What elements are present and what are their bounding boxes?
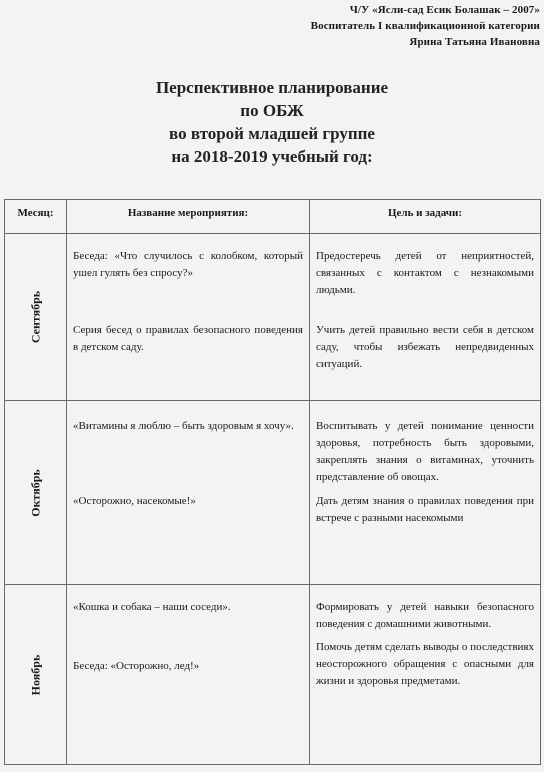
title-line-3: во второй младшей группе xyxy=(169,124,375,143)
event-name: «Кошка и собака – наши соседи». xyxy=(73,601,231,613)
event-cell xyxy=(67,401,310,585)
column-header-month: Месяц: xyxy=(5,200,67,234)
month-label: Сентябрь xyxy=(28,290,42,344)
goal-cell xyxy=(310,401,541,585)
goal-cell xyxy=(310,585,541,765)
event-cell xyxy=(67,585,310,765)
event-name: Серия бесед о правилах безопасного поведения в детском саду. xyxy=(73,324,303,353)
month-label: Октябрь xyxy=(28,468,42,517)
goal-cell xyxy=(310,234,541,401)
header-institution: Ч/У «Ясли-сад Есик Болашак – 2007» xyxy=(349,4,540,16)
document-header xyxy=(311,2,540,50)
title-line-4: на 2018-2019 учебный год: xyxy=(171,147,373,166)
month-label: Ноябрь xyxy=(28,654,42,695)
header-author: Ярина Татьяна Ивановна xyxy=(409,36,540,48)
plan-table xyxy=(4,199,541,765)
event-goal: Воспитывать у детей понимание ценности здоровья, потребность быть здоровыми, закреплять знания о витаминах, уточнить представление об овощах. xyxy=(316,420,534,483)
event-goal: Дать детям знания о правилах поведения при встрече с разными насекомыми xyxy=(316,495,534,524)
table-header-row xyxy=(5,200,541,234)
column-header-goal: Цель и задачи: xyxy=(310,200,541,234)
month-cell xyxy=(5,401,67,585)
event-goal: Предостеречь детей от неприятностей, связанных с контактом с незнакомыми людьми. xyxy=(316,250,534,296)
column-header-event: Название мероприятия: xyxy=(67,200,310,234)
title-line-1: Перспективное планирование xyxy=(155,78,389,97)
event-cell xyxy=(67,234,310,401)
event-goal: Формировать у детей навыки безопасного поведения с домашними животными. xyxy=(316,601,534,630)
table-row-september xyxy=(5,234,541,401)
table-row-october xyxy=(5,401,541,585)
month-cell xyxy=(5,585,67,765)
table-row-november xyxy=(5,585,541,765)
event-goal: Учить детей правильно вести себя в детском саду, чтобы избежать непредвиденных ситуаций. xyxy=(316,324,534,370)
document-title xyxy=(0,76,544,168)
title-line-2: по ОБЖ xyxy=(240,101,304,120)
event-name: «Осторожно, насекомые!» xyxy=(73,495,196,507)
event-name: «Витамины я люблю – быть здоровым я хочу». xyxy=(73,420,294,432)
event-goal: Помочь детям сделать выводы о последствиях неосторожного обращения с опасными для жизни и здоровья предметами. xyxy=(316,641,534,687)
month-cell xyxy=(5,234,67,401)
event-name: Беседа: «Что случилось с колобком, который ушел гулять без спросу?» xyxy=(73,250,303,279)
event-name: Беседа: «Осторожно, лед!» xyxy=(73,660,200,672)
header-position: Воспитатель I квалификационной категории xyxy=(310,20,540,32)
